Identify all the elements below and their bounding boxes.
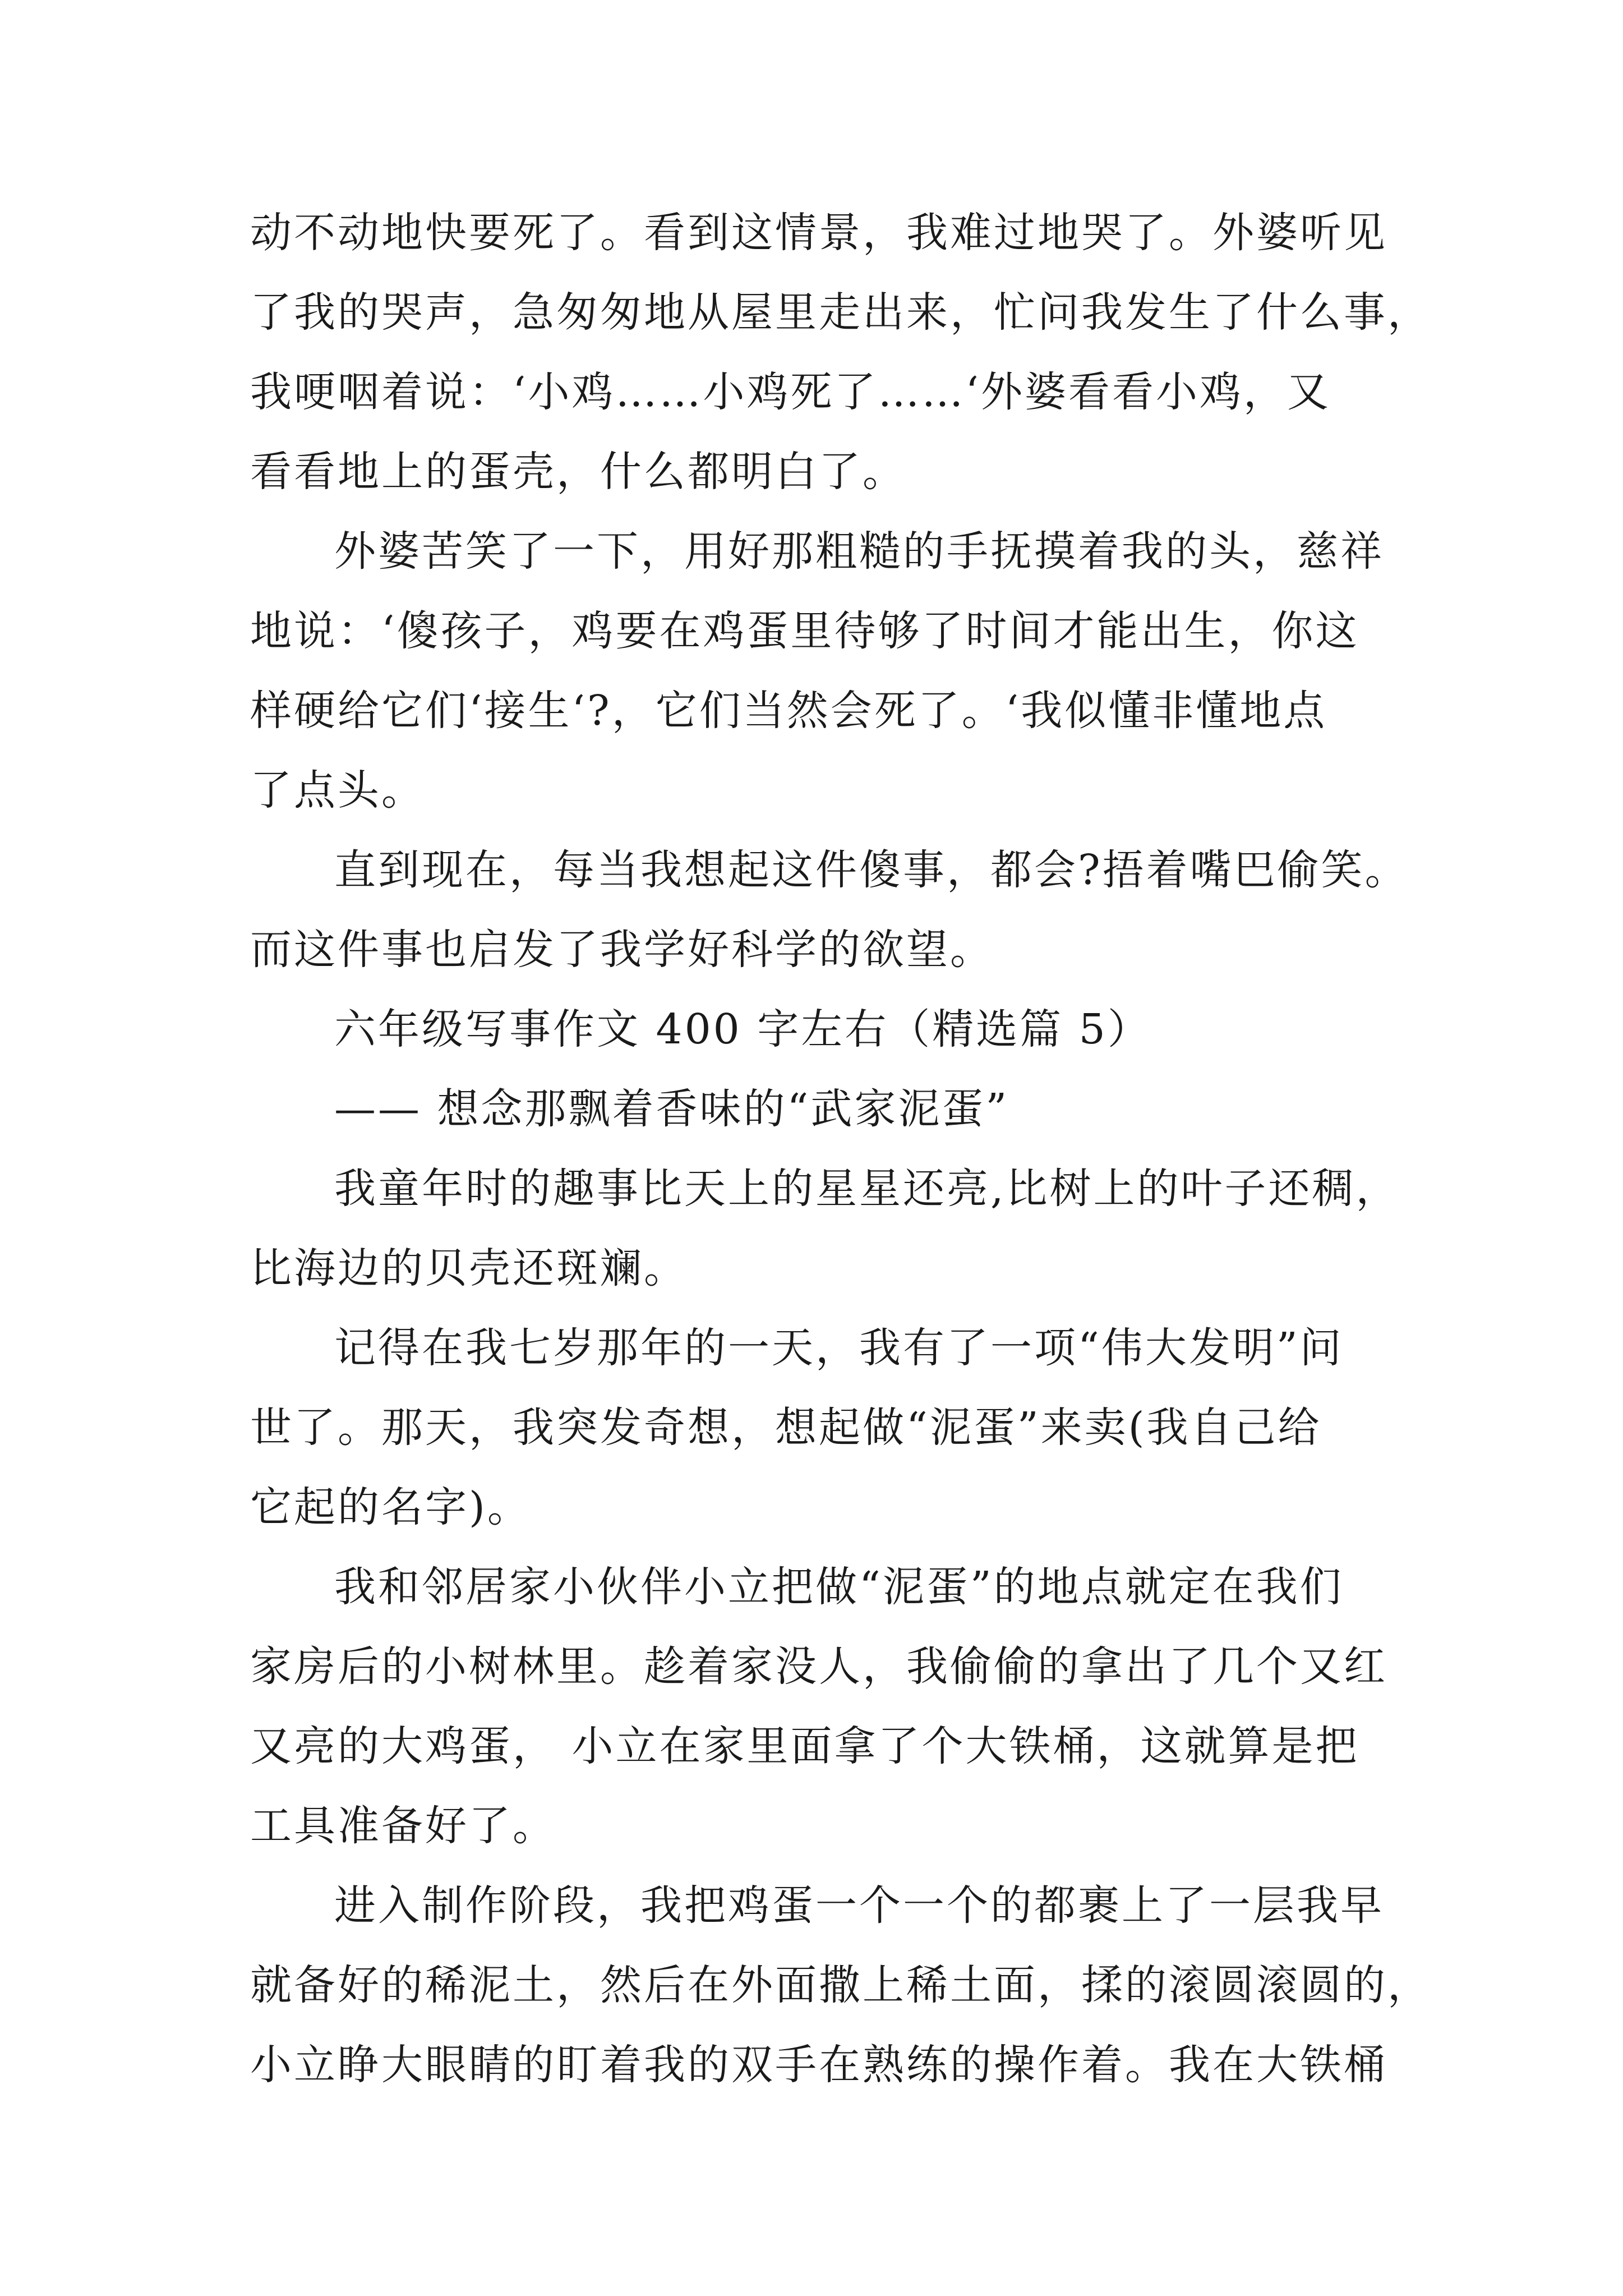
text-line: 小立睁大眼睛的盯着我的双手在熟练的操作着。我在大铁桶: [250, 2041, 1387, 2089]
text-line: 了我的哭声，急匆匆地从屋里走出来，忙问我发生了什么事，: [250, 288, 1431, 337]
text-line: 比海边的贝壳还斑斓。: [250, 1244, 688, 1292]
paragraph-start-line: 直到现在，每当我想起这件傻事，都会?捂着嘴巴偷笑。: [334, 846, 1409, 894]
paragraph-start-line: 我和邻居家小伙伴小立把做“泥蛋”的地点就定在我们: [334, 1563, 1344, 1611]
text-line: 而这件事也启发了我学好科学的欲望。: [250, 926, 994, 974]
paragraph-start-line: 记得在我七岁那年的一天，我有了一项“伟大发明”问: [334, 1324, 1344, 1372]
text-line: 又亮的大鸡蛋， 小立在家里面拿了个大铁桶，这就算是把: [250, 1722, 1359, 1770]
text-line: 动不动地快要死了。看到这情景，我难过地哭了。外婆听见: [250, 209, 1387, 257]
paragraph-start-line: 进入制作阶段，我把鸡蛋一个一个的都裹上了一层我早: [334, 1881, 1384, 1930]
text-line: 看看地上的蛋壳，什么都明白了。: [250, 448, 906, 496]
text-line: 它起的名字)。: [250, 1483, 531, 1531]
text-line: 样硬给它们‘接生‘?，它们当然会死了。‘我似懂非懂地点: [250, 687, 1327, 735]
text-line: 就备好的稀泥土，然后在外面撒上稀土面，揉的滚圆滚圆的，: [250, 1961, 1431, 2009]
section-subtitle: —— 想念那飘着香味的“武家泥蛋”: [334, 1085, 1009, 1133]
paragraph-start-line: 外婆苦笑了一下，用好那粗糙的手抚摸着我的头，慈祥: [334, 527, 1384, 576]
section-heading: 六年级写事作文 400 字左右（精选篇 5）: [334, 1005, 1151, 1053]
paragraph-start-line: 我童年时的趣事比天上的星星还亮,比树上的叶子还稠，: [334, 1165, 1400, 1213]
text-line: 了点头。: [250, 766, 425, 815]
text-line: 工具准备好了。: [250, 1802, 556, 1850]
text-line: 世了。那天，我突发奇想，想起做“泥蛋”来卖(我自己给: [250, 1404, 1322, 1452]
text-line: 家房后的小树林里。趁着家没人，我偷偷的拿出了几个又红: [250, 1642, 1387, 1691]
text-line: 地说：‘傻孩子，鸡要在鸡蛋里待够了时间才能出生，你这: [250, 607, 1359, 655]
text-line: 我哽咽着说：‘小鸡……小鸡死了……‘外婆看看小鸡，又: [250, 368, 1331, 416]
